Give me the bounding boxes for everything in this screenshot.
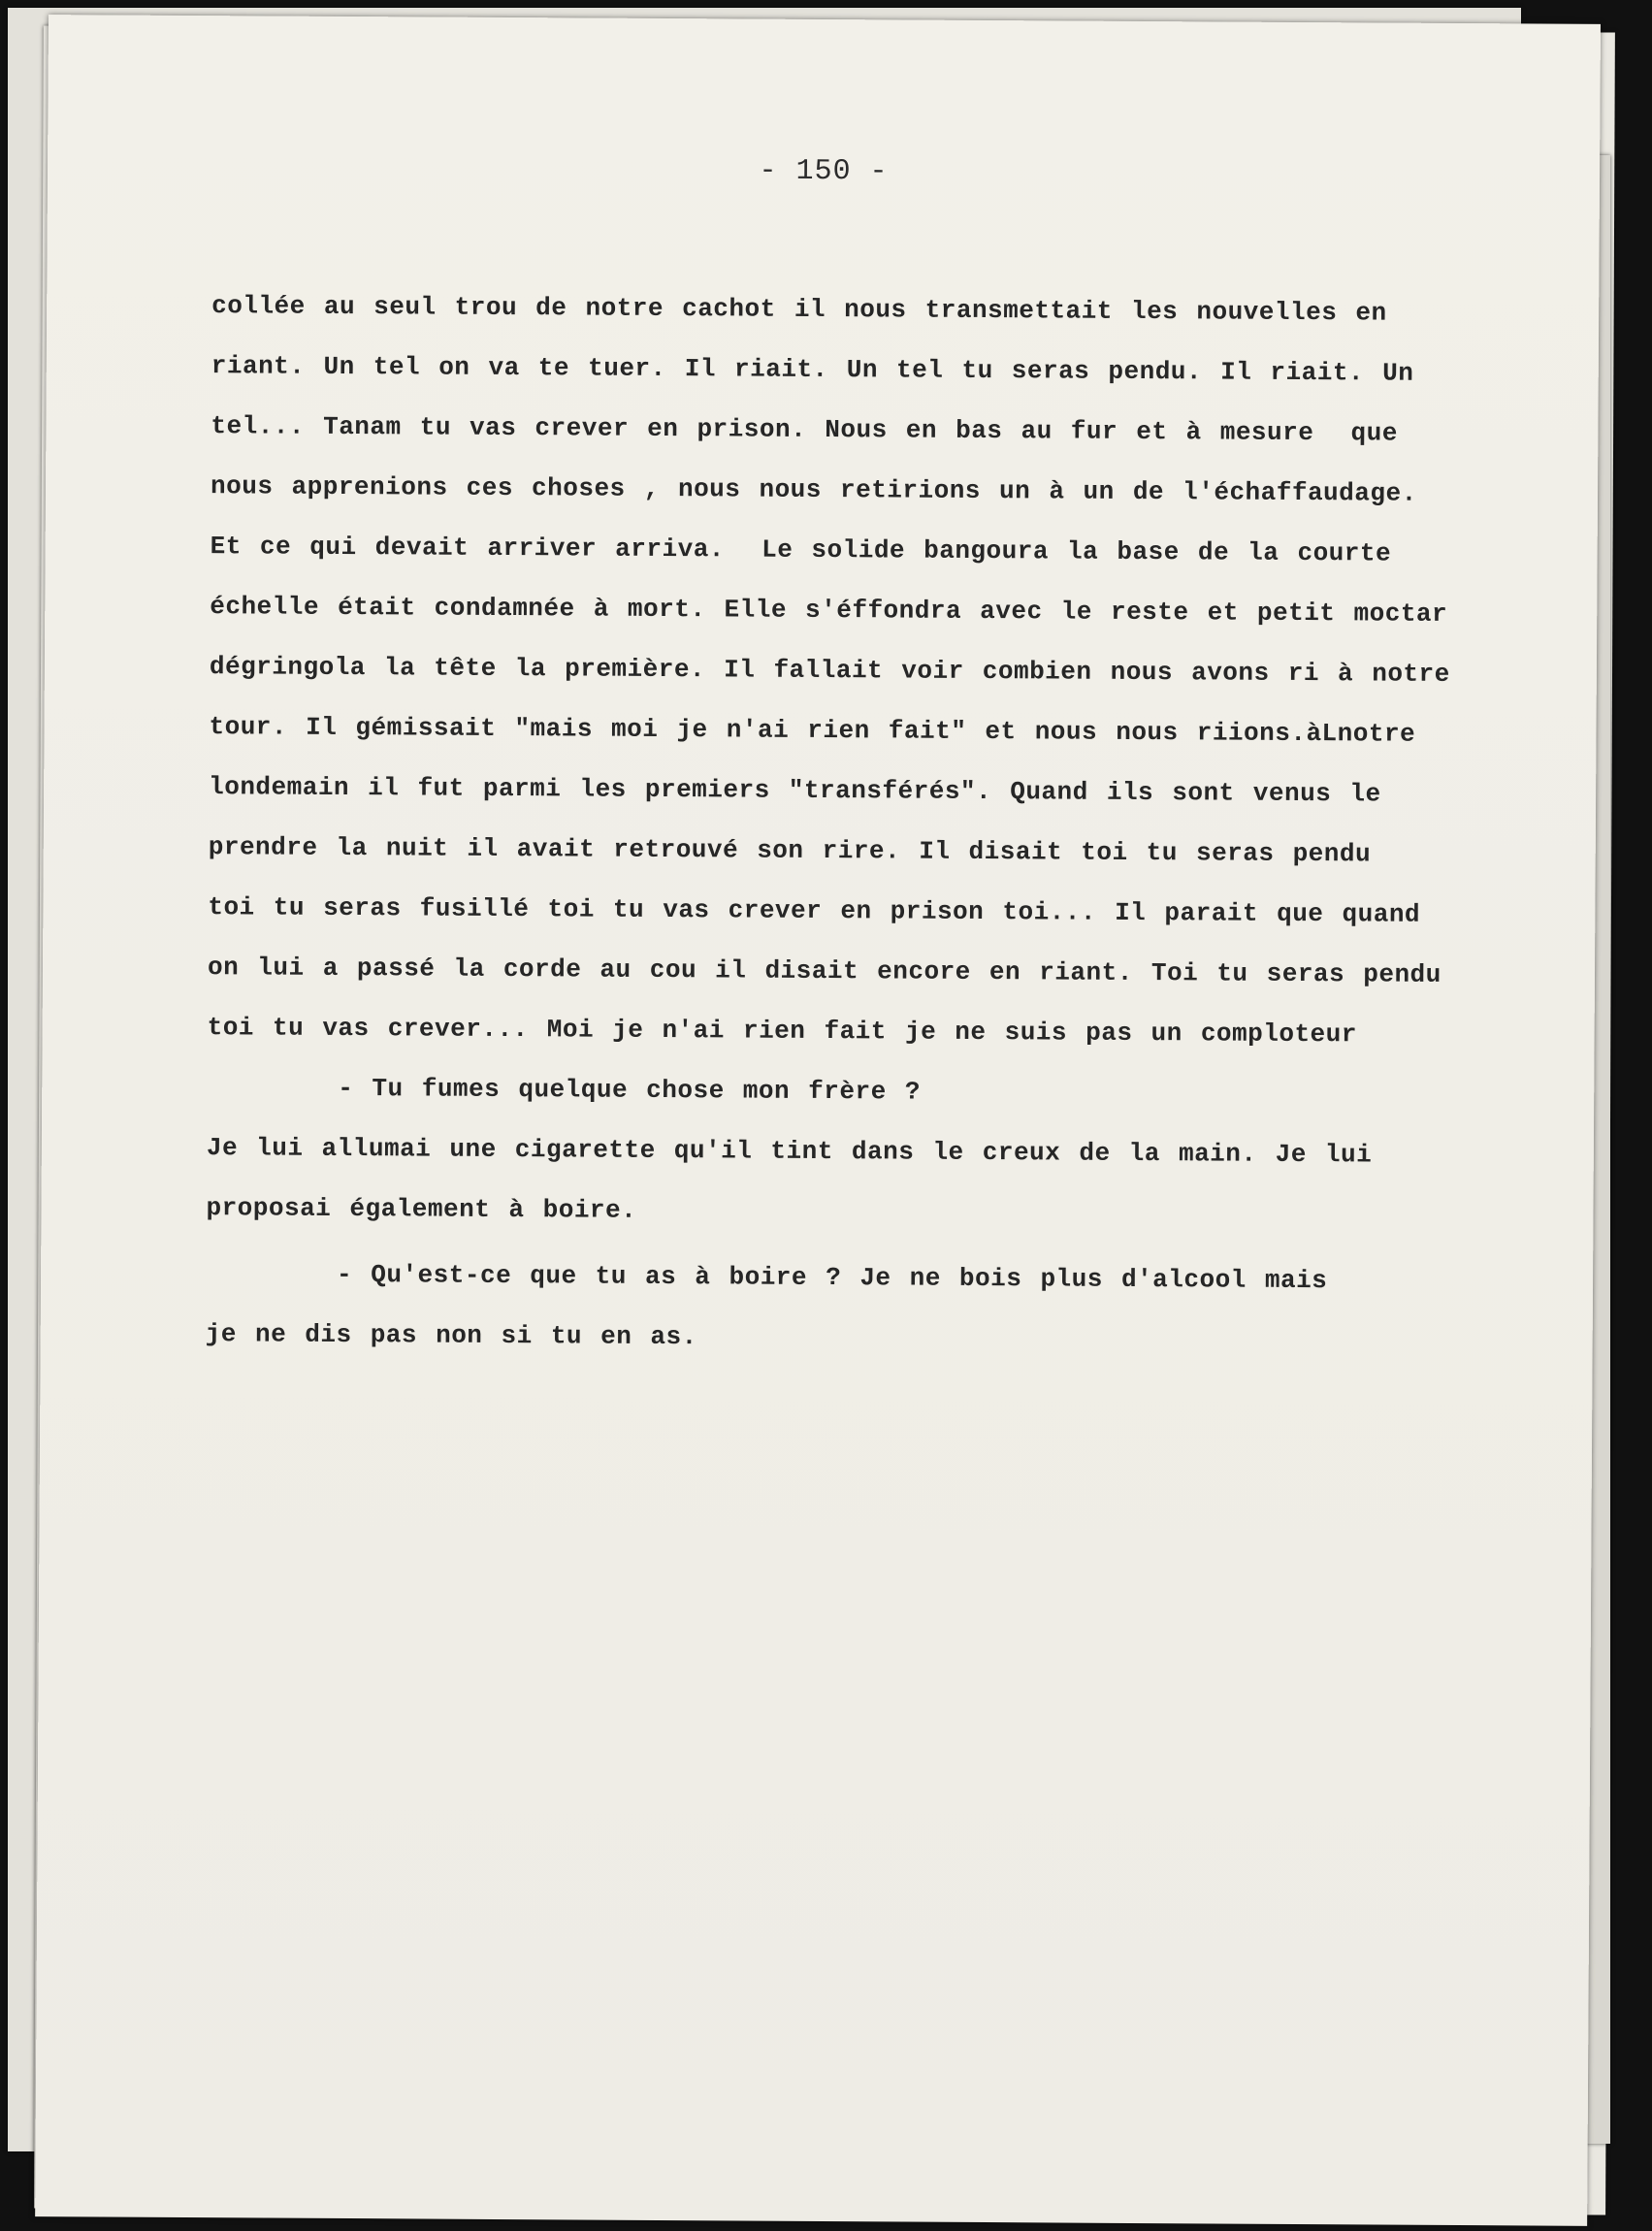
narration-line: Je lui allumai une cigarette qu'il tint dans le creux de la main. Je lui xyxy=(206,1133,1373,1170)
text-line: échelle était condamnée à mort. Elle s'éffondra avec le reste et petit moctar xyxy=(210,592,1448,629)
dialogue-continuation-line: je ne dis pas non si tu en as. xyxy=(205,1319,697,1352)
text-line: riant. Un tel on va te tuer. Il riait. Un tel tu seras pendu. Il riait. Un xyxy=(211,351,1414,388)
text-line: Et ce qui devait arriver arriva. Le solide bangoura la base de la courte xyxy=(210,532,1392,568)
text-line: tour. Il gémissait "mais moi je n'ai rien fait" et nous nous riions.àLnotre xyxy=(209,712,1416,749)
text-line: toi tu vas crever... Moi je n'ai rien fait je ne suis pas un comploteur xyxy=(207,1013,1357,1050)
text-line: collée au seul trou de notre cachot il nous transmettait les nouvelles en xyxy=(211,291,1387,328)
text-line: on lui a passé la corde au cou il disait encore en riant. Toi tu seras pendu xyxy=(207,953,1441,989)
text-line: prendre la nuit il avait retrouvé son rire. Il disait toi tu seras pendu xyxy=(208,832,1372,869)
dialogue-line: - Tu fumes quelque chose mon frère ? xyxy=(338,1073,922,1107)
dialogue-line: - Qu'est-ce que tu as à boire ? Je ne bois plus d'alcool mais xyxy=(336,1259,1328,1296)
typewritten-page xyxy=(35,15,1601,2226)
body-text xyxy=(206,275,1561,1372)
text-line: nous apprenions ces choses , nous nous retirions un à un de l'échaffaudage. xyxy=(210,471,1417,508)
text-line: londemain il fut parmi les premiers "transférés". Quand ils sont venus le xyxy=(209,772,1381,809)
text-line: toi tu seras fusillé toi tu vas crever en prison toi... Il parait que quand xyxy=(208,892,1421,929)
page-number: - 150 - xyxy=(759,154,889,189)
text-line: tel... Tanam tu vas crever en prison. Nous en bas au fur et à mesure que xyxy=(211,411,1398,448)
text-line: dégringola la tête la première. Il fallait voir combien nous avons ri à notre xyxy=(209,652,1450,689)
narration-line: proposai également à boire. xyxy=(206,1193,637,1225)
